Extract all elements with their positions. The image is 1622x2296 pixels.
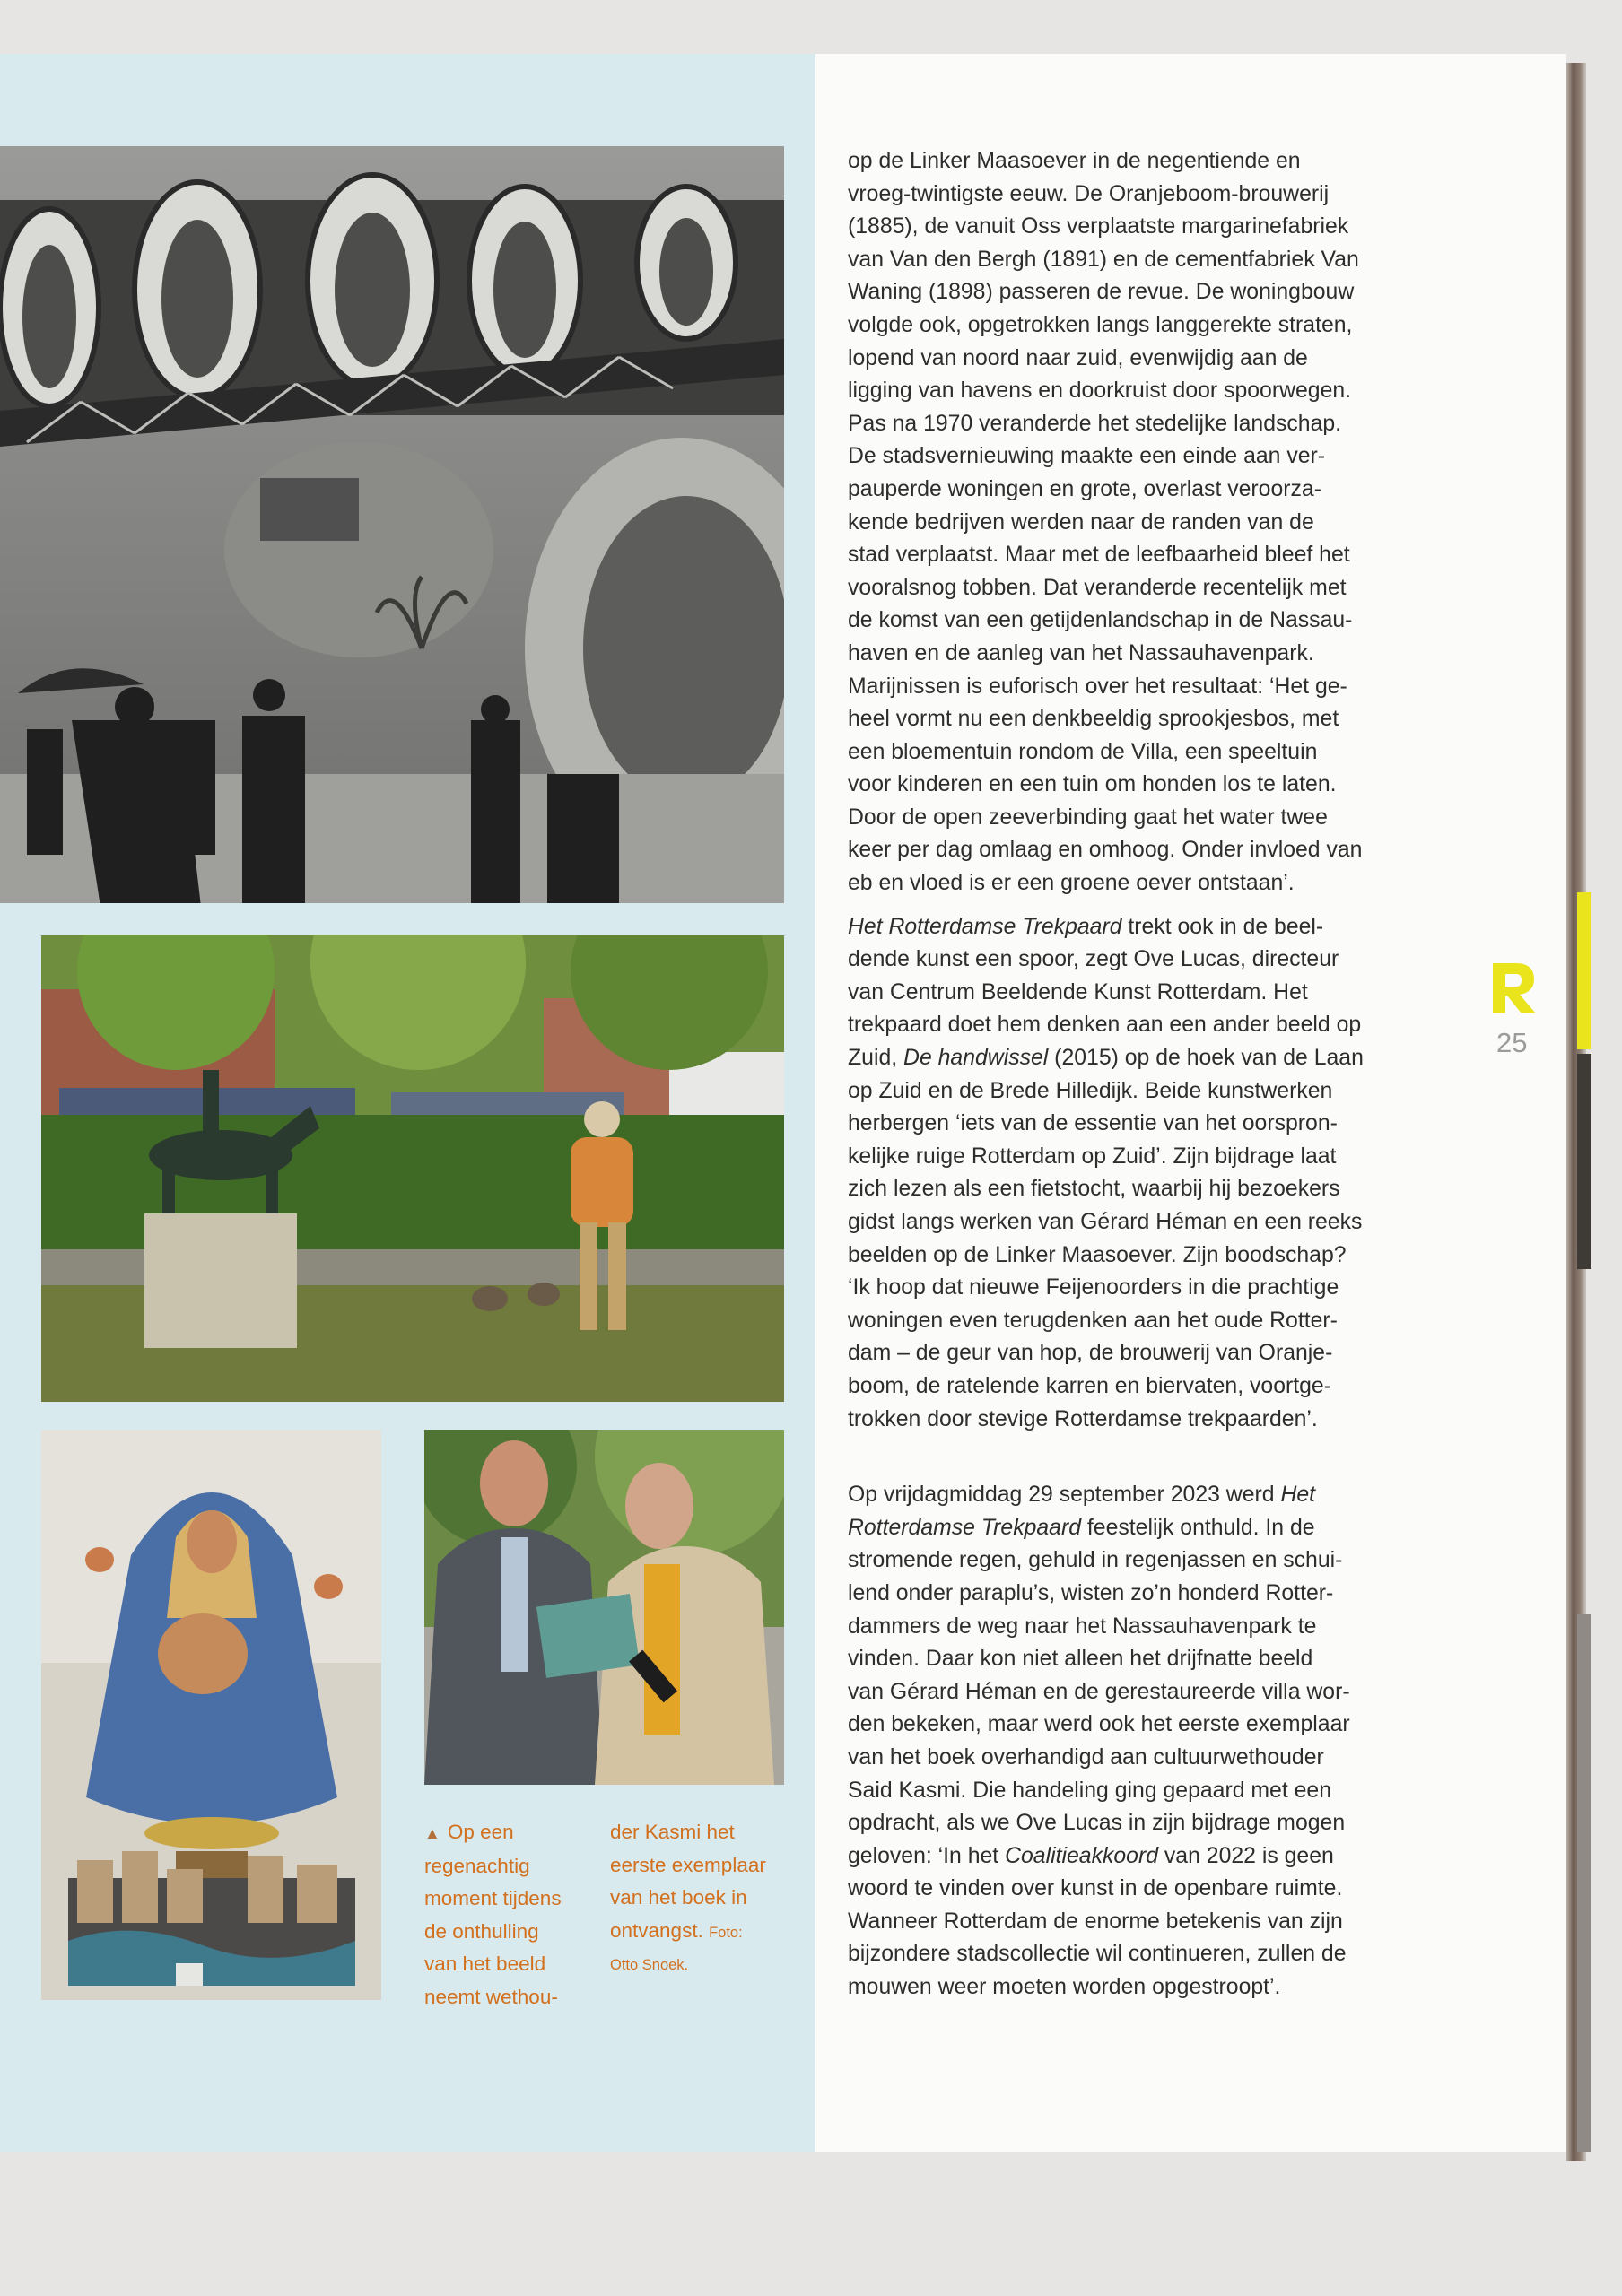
- paragraph-3-line: lend onder paraplu’s, wisten zo’n honderd Rotter-: [848, 1580, 1334, 1605]
- paragraph-1-line: de komst van een getijdenlandschap in de Nassau-: [848, 608, 1353, 633]
- paragraph-1-line: De stadsvernieuwing maakte een einde aan ver-: [848, 444, 1326, 469]
- caret-up-icon: ▲: [424, 1824, 440, 1842]
- edge-tab-yellow: [1577, 892, 1591, 1049]
- article-paragraph-1: [848, 145, 1422, 900]
- paragraph-1-line: ligging van havens en doorkruist door spoorwegen.: [848, 378, 1352, 404]
- paragraph-1-line: Door de open zeeverbinding gaat het water twee: [848, 804, 1328, 830]
- photo-credit-name: Otto Snoek.: [610, 1957, 689, 1973]
- photo-credit-label: Foto:: [709, 1924, 743, 1941]
- book-handover-photo: [424, 1430, 784, 1785]
- paragraph-3-line: bijzondere stadscollectie wil continueren, zullen de: [848, 1942, 1347, 1967]
- photo-caption-col2: der Kasmi het eerste exemplaar van het boek in ontvangst. Foto: Otto Snoek.: [610, 1816, 786, 1982]
- paragraph-3-line: van het boek overhandigd aan cultuurwethouder: [848, 1744, 1324, 1770]
- paragraph-3-line: opdracht, als we Ove Lucas in zijn bijdrage mogen: [848, 1811, 1346, 1836]
- paragraph-1-line: Marijnissen is euforisch over het resultaat: ‘Het ge-: [848, 674, 1347, 699]
- paragraph-3-line: van Gérard Héman en de gerestaureerde villa wor-: [848, 1679, 1350, 1704]
- paragraph-3-line: woord te vinden over kunst in de openbare ruimte.: [848, 1876, 1343, 1901]
- paragraph-2-line: trokken door stevige Rotterdamse trekpaarden’.: [848, 1406, 1318, 1431]
- article-column: [848, 145, 1422, 2015]
- paragraph-3-line: dammers de weg naar het Nassauhavenpark te: [848, 1613, 1317, 1639]
- paragraph-2-line: boom, de ratelende karren en biervaten, voortge-: [848, 1373, 1331, 1398]
- paragraph-3-line: mouwen weer moeten worden opgestroopt’.: [848, 1975, 1281, 2000]
- paragraph-1-line: vroeg-twintigste eeuw. De Oranjeboom-brouwerij: [848, 181, 1330, 206]
- paragraph-1-line: vooralsnog tobben. Dat veranderde recentelijk met: [848, 575, 1347, 600]
- paragraph-2-line: gidst langs werken van Gérard Héman en een reeks: [848, 1210, 1363, 1234]
- paragraph-2-line: dam – de geur van hop, de brouwerij van Oranje-: [848, 1341, 1333, 1366]
- paragraph-3-line: stromende regen, gehuld in regenjassen en schui-: [848, 1548, 1343, 1573]
- paragraph-2-line: woningen even terugdenken aan het oude Rotter-: [848, 1308, 1338, 1333]
- paragraph-1-line: Pas na 1970 veranderde het stedelijke landschap.: [848, 411, 1342, 436]
- paragraph-1-line: stad verplaatst. Maar met de leefbaarheid bleef het: [848, 543, 1350, 568]
- paragraph-2-line: zich lezen als een fietstocht, waarbij hij bezoekers: [848, 1177, 1340, 1202]
- paragraph-1-line: van Van den Bergh (1891) en de cementfabriek Van: [848, 247, 1359, 272]
- paragraph-1-line: (1885), de vanuit Oss verplaatste margarinefabriek: [848, 214, 1349, 239]
- paragraph-3-line: den bekeken, maar werd ook het eerste exemplaar: [848, 1712, 1350, 1737]
- paragraph-2-line: beelden op de Linker Maasoever. Zijn boodschap?: [848, 1242, 1347, 1267]
- paragraph-3-line: vinden. Daar kon niet alleen het drijfnatte beeld: [848, 1647, 1313, 1672]
- rotterdam-r-logo-icon: [1489, 961, 1538, 1015]
- paragraph-1-line: een bloementuin rondom de Villa, een speeltuin: [848, 739, 1318, 764]
- paragraph-1-line: haven en de aanleg van het Nassauhavenpark.: [848, 640, 1314, 665]
- paragraph-2-line: kelijke ruige Rotterdam op Zuid’. Zijn bijdrage laat: [848, 1144, 1337, 1169]
- paragraph-1-line: eb en vloed is er een groene oever ontstaan’.: [848, 871, 1295, 896]
- historic-exhibition-photo: [0, 146, 784, 903]
- page-number: 25: [1496, 1027, 1528, 1058]
- paragraph-1-line: Waning (1898) passeren de revue. De woningbouw: [848, 280, 1355, 305]
- paragraph-1-line: heel vormt nu een denkbeeldig sprookjesbos, met: [848, 707, 1339, 732]
- article-paragraph-2: Het Rotterdamse Trekpaard trekt ook in de beel- dende kunst een spoor, zegt Ove Lucas, directeur van Centrum Beeldende Kunst Rotterdam. Het trekpaard doet hem denken aan een ander beeld op Zuid, De handwissel (2015) op de hoek van de Laan op Zuid en de Brede Hilledijk. Beide kunstwerken herbergen ‘iets van de essentie van het oorspron- kelijke ruige Rotterdam op Zuid’. Zijn bijdrage laat zich lezen als een fietstocht, waarbij hij bezoekers gidst langs werken van Gérard Héman en een reeks beelden op de Linker Maasoever. Zijn boodschap? ‘Ik hoop dat nieuwe Feijenoorders in die prachtige woningen even terugdenken aan het oude Rotter- dam – de geur van hop, de brouwerij van Oranje- boom, de ratelende karren en biervaten, voortge- trokken door stevige Rotterdamse trekpaarden’.: [848, 914, 1364, 1431]
- paragraph-1-line: volgde ook, opgetrokken langs langgerekte straten,: [848, 312, 1353, 337]
- paragraph-1-line: kende bedrijven werden naar de randen van de: [848, 509, 1314, 535]
- paragraph-2-line: herbergen ‘iets van de essentie van het oorspron-: [848, 1111, 1338, 1136]
- paragraph-2-line: op Zuid en de Brede Hilledijk. Beide kunstwerken: [848, 1078, 1333, 1103]
- paragraph-3-line: Said Kasmi. Die handeling ging gepaard met een: [848, 1778, 1331, 1803]
- paragraph-1-line: keer per dag omlaag en omhoog. Onder invloed van: [848, 838, 1363, 863]
- paragraph-1-line: voor kinderen en een tuin om honden los te laten.: [848, 772, 1337, 797]
- madonna-sculpture-photo: [41, 1430, 381, 2000]
- paragraph-1-line: lopend van noord naar zuid, evenwijdig aan de: [848, 345, 1308, 370]
- photo-caption-col1: ▲ Op een regenachtig moment tijdens de onthulling van het beeld neemt wethou-: [424, 1816, 600, 2013]
- paragraph-1-line: pauperde woningen en grote, overlast veroorza-: [848, 476, 1321, 501]
- paragraph-2-line: ‘Ik hoop dat nieuwe Feijenoorders in die prachtige: [848, 1275, 1339, 1300]
- edge-tab-dark: [1577, 1054, 1591, 1269]
- paragraph-3-line: Wanneer Rotterdam de enorme betekenis van zijn: [848, 1909, 1343, 1934]
- article-paragraph-3: Op vrijdagmiddag 29 september 2023 werd Het Rotterdamse Trekpaard feestelijk onthuld. In de stromende regen, gehuld in regenjassen en schui- lend onder paraplu’s, wisten zo’n honderd Rotter- dammers de weg naar het Nassauhavenpark te vinden. Daar kon niet alleen het drijfnatte beeld van Gérard Héman en de gerestaureerde villa wor- den bekeken, maar werd ook het eerste exemplaar van het boek overhandigd aan cultuurwethouder Said Kasmi. Die handeling ging gepaard met een opdracht, als we Ove Lucas in zijn bijdrage mogen geloven: ‘In het Coalitieakkoord van 2022 is geen woord te vinden over kunst in de openbare ruimte. Wanneer Rotterdam de enorme betekenis van zijn bijzondere stadscollectie wil continueren, zullen de mouwen weer moeten worden opgestroopt’.: [848, 1483, 1350, 2000]
- trekpaard-statue-photo: [41, 935, 784, 1402]
- edge-tab-grey: [1577, 1614, 1591, 2152]
- paragraph-1-line: op de Linker Maasoever in de negentiende en: [848, 149, 1301, 173]
